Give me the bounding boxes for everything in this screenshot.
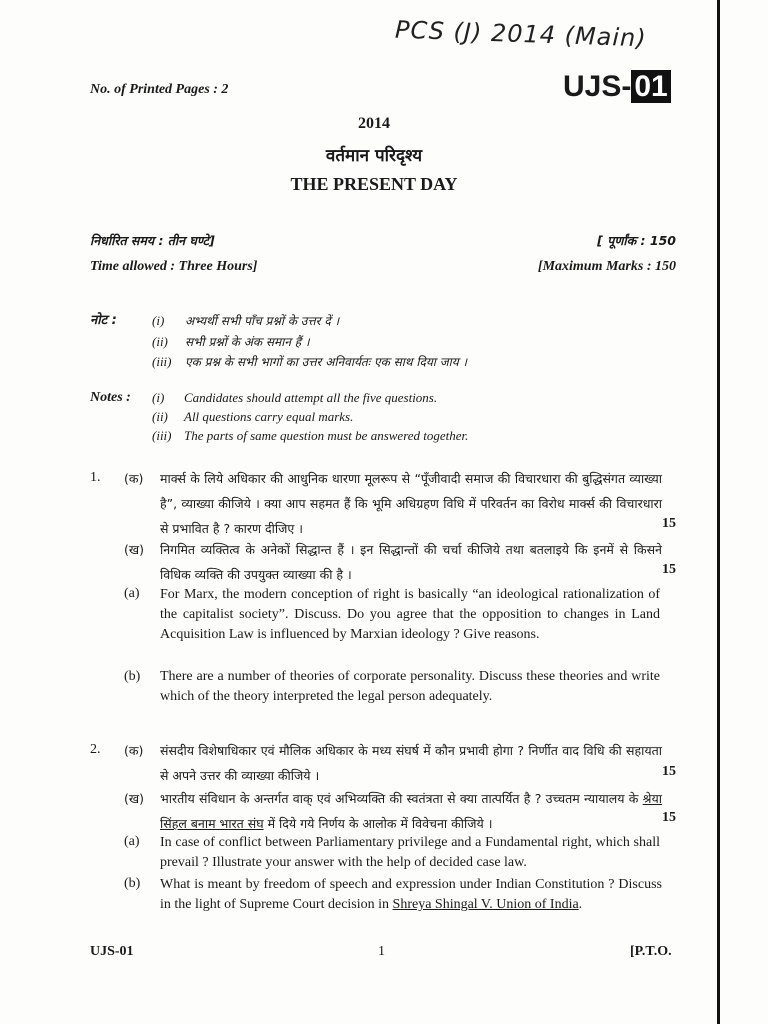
q2-kha-text-before: भारतीय संविधान के अन्तर्गत वाक् एवं अभिव्यक्ति की स्वतंत्रता से क्या तात्पर्यित है ? उच्चतम न्यायालय के xyxy=(160,791,643,806)
q2-b-text-before: What is meant by freedom of speech and expression under Indian Constitution ? Discuss in the light of Supreme Court decision in xyxy=(160,877,662,912)
paper-code-prefix: UJS- xyxy=(563,70,632,103)
question-1-part-ka-marks: 15 xyxy=(662,516,676,531)
question-2-part-ka-text: संसदीय विशेषाधिकार एवं मौलिक अधिकार के मध्य संघर्ष में कौन प्रभावी होगा ? निर्णीत वाद विधि की सहायता से अपने उत्तर की व्याख्या कीजिये । xyxy=(160,743,662,783)
question-2-part-kha-marks: 15 xyxy=(662,810,676,825)
question-2-number: 2. xyxy=(90,742,101,757)
title-hindi: वर्तमान परिदृश्य xyxy=(325,146,423,166)
q2-kha-case-name: श्रेया सिंहल बनाम भारत संघ xyxy=(160,791,662,831)
question-1-part-a-text: For Marx, the modern conception of right is basically “an ideological rationalization of the capitalist society”. Discuss. Do you agree that the opposition to changes in Land Acquisition Law is influenced by Marxian ideology ? Give reasons. xyxy=(160,587,660,642)
time-allowed-english: Time allowed : Three Hours] xyxy=(90,259,258,274)
notes-english-num-3: (iii) xyxy=(152,428,172,443)
notes-english-num-1: (i) xyxy=(152,390,165,405)
page-number: 1 xyxy=(378,944,385,959)
question-1-part-a-label: (a) xyxy=(124,586,140,601)
question-2-part-kha-label: (ख) xyxy=(124,791,144,806)
question-1-part-ka-label: (क) xyxy=(124,471,144,486)
title-english: THE PRESENT DAY xyxy=(290,174,458,194)
notes-english-num-2: (ii) xyxy=(152,409,168,424)
footer-pto: [P.T.O. xyxy=(630,944,672,959)
question-2-part-ka-label: (क) xyxy=(124,743,144,758)
printed-pages: No. of Printed Pages : 2 xyxy=(90,82,229,97)
question-1-part-ka-text: मार्क्स के लिये अधिकार की आधुनिक धारणा मूलरूप से “पूँजीवादी समाज की विचारधारा की बुद्धिसंगत व्याख्या है”, व्याख्या कीजिये । क्या आप सहमत हैं कि भूमि अधिग्रहण विधि में परिवर्तन का विरोध मार्क्स की विचारधारा से प्रभावित है ? कारण दीजिए । xyxy=(160,471,662,536)
q2-kha-text-after: में दिये गये निर्णय के आलोक में विवेचना कीजिये । xyxy=(263,816,493,831)
question-1-part-b-label: (b) xyxy=(124,669,141,684)
notes-english-item-1: Candidates should attempt all the five questions. xyxy=(184,390,438,405)
notes-hindi-item-1: अभ्यर्थी सभी पाँच प्रश्नों के उत्तर दें । xyxy=(185,314,340,328)
question-1-part-kha-label: (ख) xyxy=(124,542,144,557)
paper-code xyxy=(563,70,671,104)
question-1-part-b-text: There are a number of theories of corporate personality. Discuss these theories and write which of the theory interpreted the legal person adequately. xyxy=(160,669,660,704)
question-2-part-kha-text xyxy=(160,786,662,836)
notes-english-item-2: All questions carry equal marks. xyxy=(184,409,354,424)
notes-hindi-label: नोट : xyxy=(90,313,117,328)
q2-b-case-name: Shreya Shingal V. Union of India xyxy=(392,897,579,912)
question-2-part-ka-marks: 15 xyxy=(662,764,676,779)
question-2-part-b-text xyxy=(160,875,662,915)
notes-english-label: Notes : xyxy=(90,390,131,405)
footer-code: UJS-01 xyxy=(90,944,134,959)
max-marks-hindi: [ पूर्णांक : 150 xyxy=(597,233,676,248)
notes-hindi-num-1: (i) xyxy=(152,313,165,328)
question-2-part-b-label: (b) xyxy=(124,876,141,891)
notes-hindi-item-2: सभी प्रश्नों के अंक समान हैं । xyxy=(185,335,310,349)
question-2-part-a-label: (a) xyxy=(124,834,140,849)
max-marks-english: [Maximum Marks : 150 xyxy=(537,259,676,274)
question-1-part-kha-text: निगमित व्यक्तित्व के अनेकों सिद्धान्त हैं । इन सिद्धान्तों की चर्चा कीजिये तथा बतलाइये कि इनमें से किसने विधिक व्यक्ति की उपयुक्त व्याख्या की है । xyxy=(160,542,662,582)
question-1-part-kha-marks: 15 xyxy=(662,562,676,577)
question-2-part-a-text: In case of conflict between Parliamentary privilege and a Fundamental right, which shall prevail ? Illustrate your answer with the help of decided case law. xyxy=(160,835,660,870)
question-1-number: 1. xyxy=(90,470,101,485)
notes-hindi-num-2: (ii) xyxy=(152,334,168,349)
exam-year: 2014 xyxy=(358,115,390,132)
notes-english-item-3: The parts of same question must be answered together. xyxy=(184,428,469,443)
handwritten-note: PCS (J) 2014 (Main) xyxy=(394,15,648,53)
notes-hindi-item-3: एक प्रश्न के सभी भागों का उत्तर अनिवार्यतः एक साथ दिया जाय । xyxy=(185,355,468,369)
paper-code-suffix: 01 xyxy=(631,70,670,103)
q2-b-text-after: . xyxy=(578,897,583,912)
time-allowed-hindi: निर्धारित समय : तीन घण्टे] xyxy=(90,233,215,248)
notes-hindi-num-3: (iii) xyxy=(152,354,172,369)
